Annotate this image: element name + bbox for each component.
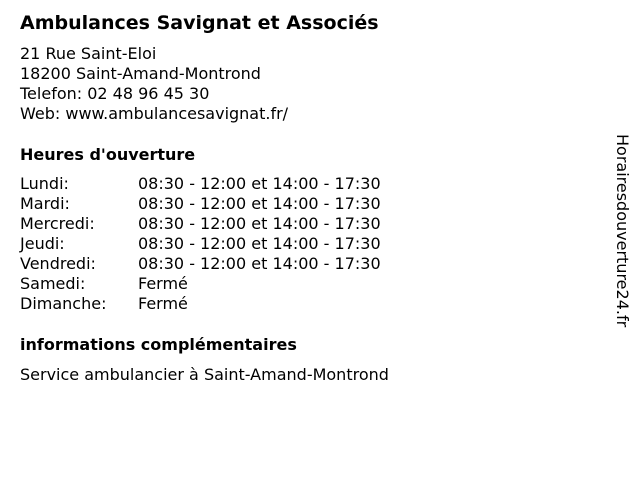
extra-info-text: Service ambulancier à Saint-Amand-Montrond <box>20 365 389 384</box>
day-label: Vendredi: <box>20 254 96 273</box>
time-range: 08:30 - 12:00 et 14:00 - 17:30 <box>138 214 381 233</box>
hours-heading: Heures d'ouverture <box>20 145 196 164</box>
business-name: Ambulances Savignat et Associés <box>20 12 379 34</box>
time-range: 08:30 - 12:00 et 14:00 - 17:30 <box>138 254 381 273</box>
site-watermark: Horairesdouverture24.fr <box>613 134 632 328</box>
day-label: Samedi: <box>20 274 86 293</box>
website: Web: www.ambulancesavignat.fr/ <box>20 104 289 123</box>
time-range: 08:30 - 12:00 et 14:00 - 17:30 <box>138 194 381 213</box>
time-range: Fermé <box>138 294 188 313</box>
day-label: Dimanche: <box>20 294 107 313</box>
address-city: 18200 Saint-Amand-Montrond <box>20 64 261 83</box>
day-label: Lundi: <box>20 174 69 193</box>
time-range: 08:30 - 12:00 et 14:00 - 17:30 <box>138 234 381 253</box>
day-label: Mercredi: <box>20 214 95 233</box>
day-label: Jeudi: <box>20 234 65 253</box>
address-block <box>20 44 288 124</box>
time-range: 08:30 - 12:00 et 14:00 - 17:30 <box>138 174 381 193</box>
phone-number: Telefon: 02 48 96 45 30 <box>20 84 210 103</box>
extra-info-heading: informations complémentaires <box>20 335 297 354</box>
day-label: Mardi: <box>20 194 70 213</box>
address-street: 21 Rue Saint-Eloi <box>20 44 157 63</box>
time-range: Fermé <box>138 274 188 293</box>
